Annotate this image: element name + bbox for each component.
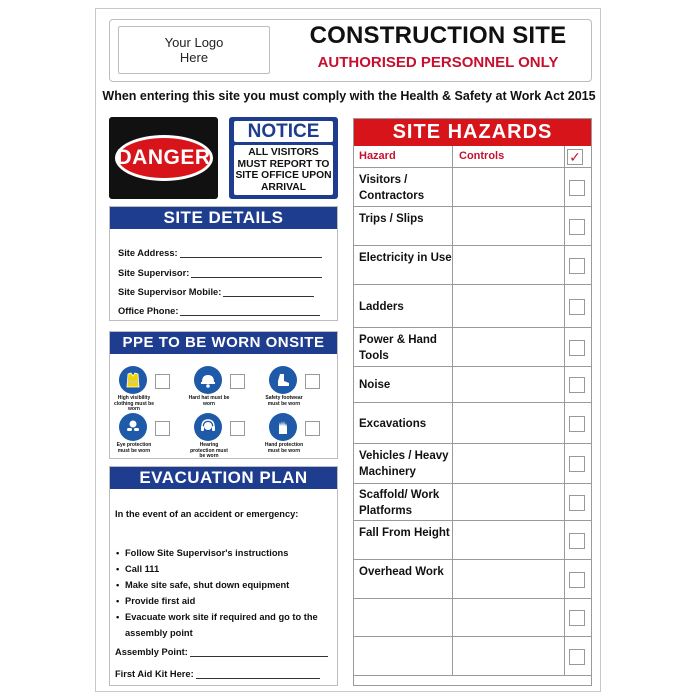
ppe-title: PPE TO BE WORN ONSITE bbox=[110, 332, 337, 354]
sign-subtitle: AUTHORISED PERSONNEL ONLY bbox=[317, 54, 559, 71]
hazard-row bbox=[354, 285, 591, 328]
site-supervisor-field bbox=[118, 268, 322, 278]
hazard-controls-cell[interactable] bbox=[453, 444, 563, 483]
hazard-controls-cell[interactable] bbox=[453, 599, 563, 636]
evacuation-title: EVACUATION PLAN bbox=[110, 467, 337, 489]
ppe-label: Hand protection must be worn bbox=[264, 442, 304, 454]
hazard-checkbox[interactable] bbox=[569, 649, 585, 665]
ppe-label: Safety footwear must be worn bbox=[265, 395, 303, 407]
evacuation-step: • Evacuate work site if required and go to the assembly point bbox=[115, 609, 333, 641]
hazard-controls-cell[interactable] bbox=[453, 168, 563, 206]
notice-body: ALL VISITORS MUST REPORT TO SITE OFFICE UPON ARRIVAL bbox=[234, 145, 333, 195]
hazard-name: Vehicles / Heavy Machinery bbox=[359, 450, 449, 478]
ppe-checkbox[interactable] bbox=[230, 421, 245, 436]
evacuation-panel bbox=[109, 466, 338, 686]
office-phone-field bbox=[118, 306, 320, 316]
hazard-row bbox=[354, 637, 591, 676]
assembly-point-field bbox=[115, 647, 328, 657]
hazard-controls-cell[interactable] bbox=[453, 637, 563, 675]
hazard-controls-cell[interactable] bbox=[453, 207, 563, 245]
hazard-name: Ladders bbox=[359, 300, 404, 313]
hazard-row bbox=[354, 328, 591, 367]
column-divider bbox=[564, 599, 565, 636]
field-line bbox=[223, 288, 314, 297]
hazard-name: Power & Hand Tools bbox=[359, 333, 437, 362]
field-label: Assembly Point: bbox=[115, 647, 188, 657]
column-divider bbox=[452, 246, 453, 284]
field-line bbox=[180, 307, 320, 316]
hazard-name: Electricity in Use bbox=[359, 251, 452, 264]
hazard-checkbox[interactable] bbox=[569, 572, 585, 588]
hazard-row bbox=[354, 207, 591, 246]
sign-title: CONSTRUCTION SITE bbox=[309, 22, 567, 49]
sign-header bbox=[109, 19, 592, 82]
ppe-item-eye-protection bbox=[116, 413, 191, 461]
site-details-panel bbox=[109, 206, 338, 321]
ppe-item-hi-vis bbox=[114, 366, 191, 414]
column-divider bbox=[452, 521, 453, 559]
field-label: Site Supervisor Mobile: bbox=[118, 287, 222, 297]
column-divider bbox=[564, 207, 565, 245]
ppe-label: Eye protection must be worn bbox=[116, 442, 152, 454]
evacuation-steps bbox=[115, 545, 333, 641]
hazard-checkbox[interactable] bbox=[569, 299, 585, 315]
first-aid-kit-field bbox=[115, 669, 320, 679]
column-divider bbox=[452, 444, 453, 483]
column-divider bbox=[564, 484, 565, 520]
column-divider bbox=[452, 637, 453, 675]
hazard-controls-cell[interactable] bbox=[453, 367, 563, 402]
column-divider bbox=[452, 207, 453, 245]
evacuation-step: • Make site safe, shut down equipment bbox=[115, 577, 333, 593]
notice-sign bbox=[229, 117, 338, 199]
column-divider bbox=[564, 367, 565, 402]
site-hazards-panel bbox=[353, 118, 592, 686]
hard-hat-icon bbox=[194, 366, 222, 394]
hazard-row bbox=[354, 484, 591, 521]
hazard-name: Noise bbox=[359, 379, 391, 391]
hazard-checkbox[interactable] bbox=[569, 533, 585, 549]
hazard-checkbox[interactable] bbox=[569, 495, 585, 511]
field-line bbox=[190, 648, 328, 657]
danger-oval-icon bbox=[115, 135, 213, 181]
column-divider bbox=[452, 403, 453, 443]
column-divider bbox=[452, 484, 453, 520]
hazard-controls-cell[interactable] bbox=[453, 285, 563, 327]
field-line bbox=[191, 269, 322, 278]
column-divider bbox=[564, 285, 565, 327]
ppe-item-hand-protection bbox=[264, 413, 341, 461]
column-divider bbox=[452, 328, 453, 366]
gloves-icon bbox=[269, 413, 297, 441]
hazard-controls-cell[interactable] bbox=[453, 560, 563, 598]
hazard-row bbox=[354, 367, 591, 403]
logo-placeholder: Your Logo Here bbox=[118, 26, 270, 74]
checkmark-icon: ✓ bbox=[567, 149, 583, 165]
danger-label: DANGER bbox=[116, 146, 211, 169]
safety-sign bbox=[95, 8, 601, 692]
ppe-item-hearing-protection bbox=[190, 413, 266, 461]
column-divider bbox=[452, 168, 453, 206]
hazard-controls-cell[interactable] bbox=[453, 484, 563, 520]
site-address-field bbox=[118, 248, 322, 258]
hazard-name: Fall From Height bbox=[359, 526, 450, 539]
ear-defenders-icon bbox=[194, 413, 222, 441]
ppe-item-hard-hat bbox=[188, 366, 266, 414]
column-divider bbox=[564, 403, 565, 443]
hazards-column-header bbox=[354, 146, 591, 168]
compliance-statement: When entering this site you must comply with the Health & Safety at Work Act 2015 bbox=[102, 89, 596, 103]
evacuation-step: • Call 111 bbox=[115, 561, 333, 577]
hazard-row bbox=[354, 403, 591, 444]
hazard-row bbox=[354, 599, 591, 637]
safety-boot-icon bbox=[269, 366, 297, 394]
hazard-name: Scaffold/ Work Platforms bbox=[359, 489, 440, 517]
column-divider bbox=[564, 246, 565, 284]
hazard-controls-cell[interactable] bbox=[453, 246, 563, 284]
evacuation-intro: In the event of an accident or emergency: bbox=[115, 509, 299, 519]
ppe-checkbox[interactable] bbox=[305, 374, 320, 389]
column-divider bbox=[564, 168, 565, 206]
hazard-controls-cell[interactable] bbox=[453, 328, 563, 366]
ppe-label: High visibility clothing must be worn bbox=[114, 395, 154, 412]
ppe-panel bbox=[109, 331, 338, 459]
hazard-checkbox[interactable] bbox=[569, 340, 585, 356]
hazard-checkbox[interactable] bbox=[569, 180, 585, 196]
hazard-controls-cell[interactable] bbox=[453, 403, 563, 443]
hazard-checkbox[interactable] bbox=[569, 219, 585, 235]
site-hazards-title: SITE HAZARDS bbox=[354, 119, 591, 146]
ppe-item-safety-footwear bbox=[265, 366, 341, 414]
hazard-row bbox=[354, 444, 591, 484]
field-label: Office Phone: bbox=[118, 306, 179, 316]
hazard-checkbox[interactable] bbox=[569, 416, 585, 432]
column-divider bbox=[564, 637, 565, 675]
field-label: Site Supervisor: bbox=[118, 268, 190, 278]
controls-column-label: Controls bbox=[459, 150, 505, 162]
ppe-checkbox[interactable] bbox=[155, 374, 170, 389]
hazard-checkbox[interactable] bbox=[569, 377, 585, 393]
column-divider bbox=[564, 521, 565, 559]
column-divider bbox=[564, 560, 565, 598]
ppe-checkbox[interactable] bbox=[155, 421, 170, 436]
field-label: First Aid Kit Here: bbox=[115, 669, 194, 679]
hi-vis-vest-icon bbox=[119, 366, 147, 394]
field-label: Site Address: bbox=[118, 248, 178, 258]
supervisor-mobile-field bbox=[118, 287, 314, 297]
hazard-row bbox=[354, 560, 591, 599]
hazard-name: Visitors / Contractors bbox=[359, 173, 425, 202]
field-line bbox=[196, 670, 320, 679]
column-divider bbox=[452, 599, 453, 636]
notice-title: NOTICE bbox=[234, 121, 333, 142]
goggles-icon bbox=[119, 413, 147, 441]
column-divider bbox=[452, 285, 453, 327]
hazard-checkbox[interactable] bbox=[569, 258, 585, 274]
ppe-label: Hearing protection must be worn bbox=[190, 442, 228, 459]
column-divider bbox=[564, 328, 565, 366]
hazard-controls-cell[interactable] bbox=[453, 521, 563, 559]
hazard-checkbox[interactable] bbox=[569, 456, 585, 472]
column-divider bbox=[452, 560, 453, 598]
site-details-title: SITE DETAILS bbox=[110, 207, 337, 229]
ppe-checkbox[interactable] bbox=[305, 421, 320, 436]
ppe-checkbox[interactable] bbox=[230, 374, 245, 389]
hazard-checkbox[interactable] bbox=[569, 610, 585, 626]
evacuation-step: • Follow Site Supervisor's instructions bbox=[115, 545, 333, 561]
hazard-row bbox=[354, 168, 591, 207]
column-divider bbox=[564, 444, 565, 483]
hazard-row bbox=[354, 521, 591, 560]
ppe-label: Hard hat must be worn bbox=[188, 395, 230, 407]
hazard-row bbox=[354, 246, 591, 285]
field-line bbox=[180, 249, 322, 258]
column-divider bbox=[452, 367, 453, 402]
hazard-name: Overhead Work bbox=[359, 565, 444, 578]
hazard-name: Excavations bbox=[359, 417, 427, 430]
evacuation-step: • Provide first aid bbox=[115, 593, 333, 609]
hazard-column-label: Hazard bbox=[359, 150, 396, 162]
hazard-name: Trips / Slips bbox=[359, 212, 424, 225]
danger-sign bbox=[109, 117, 218, 199]
